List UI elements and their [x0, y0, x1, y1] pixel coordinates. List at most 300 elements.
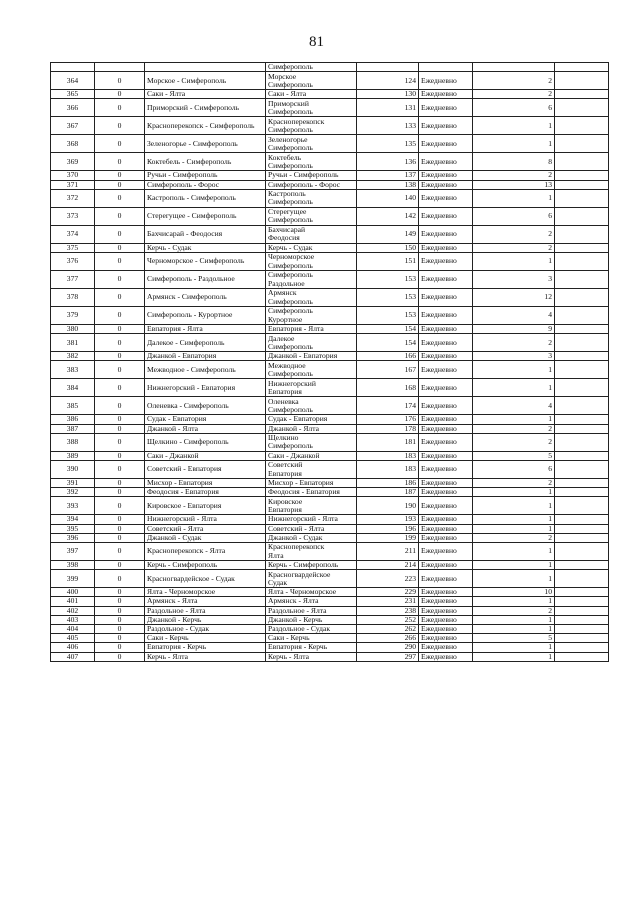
cell-empty: [555, 271, 609, 289]
stop-line: Красногвардейское: [268, 569, 331, 579]
stop-line: Судак: [268, 577, 288, 587]
stop-line: Нижнегорский: [268, 378, 316, 388]
stops-cell: [266, 533, 357, 542]
trips-count-cell: 1: [473, 379, 555, 397]
cell-empty: [555, 615, 609, 624]
stop-line: Евпатория - Ялта: [268, 324, 324, 334]
stop-line: Керчь - Симферополь: [268, 560, 339, 570]
zero-cell: 0: [95, 625, 145, 634]
stops-cell: [266, 643, 357, 652]
distance-cell: 183: [357, 451, 419, 460]
cell-empty: [555, 334, 609, 352]
cell-empty: [555, 325, 609, 334]
zero-cell: 0: [95, 433, 145, 451]
distance-cell: 153: [357, 289, 419, 307]
table-row: [51, 90, 609, 99]
stops-cell: [266, 207, 357, 225]
frequency-cell: Ежедневно: [419, 307, 473, 325]
table-row: [51, 253, 609, 271]
cell-empty: [555, 99, 609, 117]
route-number-cell: 404: [51, 625, 95, 634]
cell-empty: [555, 634, 609, 643]
cell-empty: [555, 524, 609, 533]
distance-cell: 150: [357, 243, 419, 252]
table-row: [51, 325, 609, 334]
cell-empty: [555, 461, 609, 479]
distance-cell: 138: [357, 180, 419, 189]
distance-cell: 252: [357, 615, 419, 624]
frequency-cell: Ежедневно: [419, 588, 473, 597]
trips-count-cell: 2: [473, 225, 555, 243]
frequency-cell: Ежедневно: [419, 117, 473, 135]
zero-cell: 0: [95, 72, 145, 90]
stop-line: Стерегущее: [268, 207, 307, 217]
zero-cell: 0: [95, 606, 145, 615]
stop-line: Далекое: [268, 333, 295, 343]
stops-cell: [266, 461, 357, 479]
route-number-cell: 372: [51, 189, 95, 207]
zero-cell: 0: [95, 325, 145, 334]
cell-empty: [555, 307, 609, 325]
trips-count-cell: 10: [473, 588, 555, 597]
stop-line: Джанкой - Евпатория: [268, 351, 338, 361]
table-row: [51, 117, 609, 135]
stops-cell: [266, 243, 357, 252]
route-name-cell: Джанкой - Евпатория: [145, 352, 266, 361]
cell-empty: [555, 424, 609, 433]
zero-cell: 0: [95, 189, 145, 207]
stop-line: Советский: [268, 460, 303, 470]
trips-count-cell: 1: [473, 415, 555, 424]
cell-empty: [555, 533, 609, 542]
distance-cell: 297: [357, 652, 419, 661]
zero-cell: 0: [95, 207, 145, 225]
stops-cell: [266, 652, 357, 661]
trips-count-cell: 3: [473, 352, 555, 361]
route-number-cell: 370: [51, 171, 95, 180]
stop-line: Симферополь: [268, 341, 313, 351]
zero-cell: 0: [95, 643, 145, 652]
stop-line: Евпатория - Керчь: [268, 642, 328, 652]
trips-count-cell: 1: [473, 543, 555, 561]
cell-empty: [555, 117, 609, 135]
table-row: [51, 488, 609, 497]
cell-empty: [555, 597, 609, 606]
trips-count-cell: 8: [473, 153, 555, 171]
stop-line: Курортное: [268, 314, 303, 324]
frequency-cell: Ежедневно: [419, 461, 473, 479]
route-number-cell: 403: [51, 615, 95, 624]
zero-cell: 0: [95, 588, 145, 597]
frequency-cell: Ежедневно: [419, 99, 473, 117]
zero-cell: 0: [95, 515, 145, 524]
frequency-cell: Ежедневно: [419, 424, 473, 433]
zero-cell: 0: [95, 634, 145, 643]
stops-cell: [266, 625, 357, 634]
table-row: [51, 361, 609, 379]
table-row: [51, 497, 609, 515]
table-row: [51, 207, 609, 225]
route-number-cell: 379: [51, 307, 95, 325]
stops-cell: [266, 361, 357, 379]
stop-line: Симферополь: [268, 79, 313, 89]
stops-cell: [266, 451, 357, 460]
cell-empty: [555, 488, 609, 497]
route-name-cell: Кировское - Евпатория: [145, 497, 266, 515]
stop-line: Кировское: [268, 496, 303, 506]
stops-cell: [266, 307, 357, 325]
frequency-cell: Ежедневно: [419, 153, 473, 171]
zero-cell: 0: [95, 307, 145, 325]
distance-cell: 211: [357, 543, 419, 561]
distance-cell: 214: [357, 561, 419, 570]
distance-cell: 196: [357, 524, 419, 533]
distance-cell: 149: [357, 225, 419, 243]
route-number-cell: 367: [51, 117, 95, 135]
route-number-cell: 397: [51, 543, 95, 561]
stop-line: Саки - Джанкой: [268, 451, 320, 460]
table-row: [51, 461, 609, 479]
table-row: [51, 533, 609, 542]
frequency-cell: Ежедневно: [419, 325, 473, 334]
zero-cell: 0: [95, 451, 145, 460]
stop-line: Симферополь: [268, 215, 313, 225]
route-name-cell: Симферополь - Форос: [145, 180, 266, 189]
cell-empty: [555, 588, 609, 597]
cell-empty: [555, 289, 609, 307]
zero-cell: 0: [95, 524, 145, 533]
zero-cell: 0: [95, 479, 145, 488]
route-name-cell: Керчь - Симферополь: [145, 561, 266, 570]
cell-empty: [555, 361, 609, 379]
frequency-cell: Ежедневно: [419, 634, 473, 643]
distance-cell: 176: [357, 415, 419, 424]
zero-cell: 0: [95, 180, 145, 189]
distance-cell: 199: [357, 533, 419, 542]
route-number-cell: 391: [51, 479, 95, 488]
route-number-cell: 374: [51, 225, 95, 243]
table-row: [51, 561, 609, 570]
frequency-cell: Ежедневно: [419, 135, 473, 153]
table-row: [51, 597, 609, 606]
distance-cell: 137: [357, 171, 419, 180]
distance-cell: 153: [357, 271, 419, 289]
route-name-cell: Евпатория - Ялта: [145, 325, 266, 334]
route-name-cell: Раздольное - Судак: [145, 625, 266, 634]
stop-line: Армянск - Ялта: [268, 596, 319, 606]
zero-cell: 0: [95, 171, 145, 180]
stops-cell: [266, 289, 357, 307]
stop-line: Оленевка: [268, 396, 299, 406]
cell-empty: [357, 63, 419, 72]
distance-cell: 136: [357, 153, 419, 171]
stop-line: Симферополь: [268, 160, 313, 170]
route-number-cell: 365: [51, 90, 95, 99]
cell-empty: [555, 63, 609, 72]
route-name-cell: Керчь - Ялта: [145, 652, 266, 661]
frequency-cell: Ежедневно: [419, 352, 473, 361]
frequency-cell: Ежедневно: [419, 451, 473, 460]
table-row: [51, 334, 609, 352]
zero-cell: 0: [95, 361, 145, 379]
routes-table: [50, 62, 609, 662]
distance-cell: 238: [357, 606, 419, 615]
route-name-cell: Бахчисарай - Феодосия: [145, 225, 266, 243]
route-number-cell: 396: [51, 533, 95, 542]
cell-empty: [555, 415, 609, 424]
routes-table-body: [51, 63, 609, 662]
frequency-cell: Ежедневно: [419, 334, 473, 352]
frequency-cell: Ежедневно: [419, 180, 473, 189]
trips-count-cell: 6: [473, 207, 555, 225]
table-row: [51, 171, 609, 180]
table-row: [51, 352, 609, 361]
trips-count-cell: 2: [473, 433, 555, 451]
stop-line: Керчь - Ялта: [268, 652, 309, 661]
distance-cell: 168: [357, 379, 419, 397]
table-row: [51, 543, 609, 561]
table-row: [51, 180, 609, 189]
stop-line: Евпатория: [268, 386, 302, 396]
trips-count-cell: 2: [473, 243, 555, 252]
route-number-cell: 384: [51, 379, 95, 397]
stop-line: Коктебель: [268, 152, 302, 162]
table-row: [51, 424, 609, 433]
table-row: [51, 415, 609, 424]
stops-cell: Симферополь: [266, 63, 357, 72]
stops-cell: [266, 189, 357, 207]
stops-cell: [266, 334, 357, 352]
route-number-cell: 382: [51, 352, 95, 361]
cell-empty: [555, 561, 609, 570]
cell-empty: [555, 379, 609, 397]
distance-cell: 140: [357, 189, 419, 207]
frequency-cell: Ежедневно: [419, 243, 473, 252]
cell-empty: [555, 243, 609, 252]
cell-empty: [555, 606, 609, 615]
table-row: [51, 243, 609, 252]
trips-count-cell: 1: [473, 515, 555, 524]
route-name-cell: Приморский - Симферополь: [145, 99, 266, 117]
frequency-cell: Ежедневно: [419, 524, 473, 533]
route-name-cell: Далекое - Симферополь: [145, 334, 266, 352]
zero-cell: 0: [95, 488, 145, 497]
route-name-cell: Феодосия - Евпатория: [145, 488, 266, 497]
zero-cell: 0: [95, 597, 145, 606]
stop-line: Раздольное: [268, 278, 305, 288]
stop-line: Джанкой - Судак: [268, 533, 323, 542]
frequency-cell: Ежедневно: [419, 90, 473, 99]
distance-cell: 266: [357, 634, 419, 643]
frequency-cell: Ежедневно: [419, 543, 473, 561]
route-name-cell: Саки - Ялта: [145, 90, 266, 99]
table-row: [51, 634, 609, 643]
route-number-cell: 383: [51, 361, 95, 379]
route-number-cell: 390: [51, 461, 95, 479]
route-name-cell: Армянск - Симферополь: [145, 289, 266, 307]
cell-empty: [555, 497, 609, 515]
frequency-cell: Ежедневно: [419, 643, 473, 652]
zero-cell: 0: [95, 99, 145, 117]
stop-line: Нижнегорский - Ялта: [268, 514, 338, 524]
cell-empty: [555, 253, 609, 271]
route-name-cell: Джанкой - Ялта: [145, 424, 266, 433]
route-name-cell: Нижнегорский - Ялта: [145, 515, 266, 524]
route-number-cell: 402: [51, 606, 95, 615]
stop-line: Черноморское: [268, 252, 315, 262]
frequency-cell: Ежедневно: [419, 225, 473, 243]
table-row: [51, 99, 609, 117]
stops-cell: [266, 90, 357, 99]
stop-line: Симферополь: [268, 142, 313, 152]
route-name-cell: Армянск - Ялта: [145, 597, 266, 606]
table-row: [51, 652, 609, 661]
route-name-cell: Раздольное - Ялта: [145, 606, 266, 615]
route-number-cell: 400: [51, 588, 95, 597]
trips-count-cell: 6: [473, 461, 555, 479]
frequency-cell: Ежедневно: [419, 488, 473, 497]
stops-cell: [266, 325, 357, 334]
stops-cell: [266, 424, 357, 433]
zero-cell: 0: [95, 271, 145, 289]
distance-cell: 135: [357, 135, 419, 153]
distance-cell: 186: [357, 479, 419, 488]
frequency-cell: Ежедневно: [419, 479, 473, 488]
stops-cell: [266, 415, 357, 424]
route-number-cell: 399: [51, 570, 95, 588]
trips-count-cell: 2: [473, 72, 555, 90]
frequency-cell: Ежедневно: [419, 570, 473, 588]
stop-line: Судак - Евпатория: [268, 414, 328, 424]
trips-count-cell: 2: [473, 90, 555, 99]
route-number-cell: 369: [51, 153, 95, 171]
route-name-cell: Кастрополь - Симферополь: [145, 189, 266, 207]
stop-line: Симферополь: [268, 270, 313, 280]
stop-line: Зеленогорье: [268, 134, 308, 144]
zero-cell: 0: [95, 352, 145, 361]
frequency-cell: Ежедневно: [419, 289, 473, 307]
route-number-cell: 366: [51, 99, 95, 117]
stop-line: Морское: [268, 71, 297, 81]
cell-empty: [555, 72, 609, 90]
route-name-cell: Симферополь - Раздольное: [145, 271, 266, 289]
trips-count-cell: 12: [473, 289, 555, 307]
trips-count-cell: 4: [473, 397, 555, 415]
trips-count-cell: 1: [473, 561, 555, 570]
route-number-cell: 380: [51, 325, 95, 334]
cell-empty: [555, 433, 609, 451]
cell-empty: [555, 153, 609, 171]
stops-cell: [266, 634, 357, 643]
trips-count-cell: 1: [473, 652, 555, 661]
table-row: [51, 615, 609, 624]
trips-count-cell: 1: [473, 361, 555, 379]
trips-count-cell: 2: [473, 171, 555, 180]
distance-cell: 190: [357, 497, 419, 515]
route-number-cell: 378: [51, 289, 95, 307]
route-number-cell: 401: [51, 597, 95, 606]
stops-cell: [266, 180, 357, 189]
stop-line: Межводное: [268, 360, 306, 370]
stop-line: Керчь - Судак: [268, 243, 313, 252]
trips-count-cell: 1: [473, 488, 555, 497]
stops-cell: [266, 99, 357, 117]
zero-cell: 0: [95, 533, 145, 542]
cell-empty: [555, 180, 609, 189]
stop-line: Симферополь: [268, 368, 313, 378]
trips-count-cell: 1: [473, 135, 555, 153]
trips-count-cell: 1: [473, 189, 555, 207]
table-row: [51, 153, 609, 171]
zero-cell: 0: [95, 615, 145, 624]
distance-cell: 262: [357, 625, 419, 634]
stops-cell: [266, 352, 357, 361]
distance-cell: 131: [357, 99, 419, 117]
route-name-cell: Ручьи - Симферополь: [145, 171, 266, 180]
trips-count-cell: 6: [473, 99, 555, 117]
route-name-cell: Коктебель - Симферополь: [145, 153, 266, 171]
route-number-cell: 375: [51, 243, 95, 252]
route-number-cell: 406: [51, 643, 95, 652]
stops-cell: [266, 497, 357, 515]
distance-cell: 142: [357, 207, 419, 225]
cell-empty: [95, 63, 145, 72]
route-name-cell: Судак - Евпатория: [145, 415, 266, 424]
stop-line: Саки - Ялта: [268, 89, 307, 99]
cell-empty: [555, 570, 609, 588]
stop-line: Джанкой - Керчь: [268, 615, 323, 624]
distance-cell: 124: [357, 72, 419, 90]
trips-count-cell: 1: [473, 524, 555, 533]
stop-line: Ялта - Черноморское: [268, 587, 337, 597]
stop-line: Симферополь: [268, 296, 313, 306]
stops-cell: [266, 543, 357, 561]
frequency-cell: Ежедневно: [419, 207, 473, 225]
stops-cell: [266, 488, 357, 497]
route-number-cell: 381: [51, 334, 95, 352]
route-number-cell: 387: [51, 424, 95, 433]
zero-cell: 0: [95, 543, 145, 561]
stops-cell: [266, 253, 357, 271]
distance-cell: 153: [357, 307, 419, 325]
distance-cell: 154: [357, 334, 419, 352]
table-row: [51, 379, 609, 397]
trips-count-cell: 3: [473, 271, 555, 289]
route-name-cell: Джанкой - Судак: [145, 533, 266, 542]
route-name-cell: Красноперекопск - Симферополь: [145, 117, 266, 135]
frequency-cell: Ежедневно: [419, 561, 473, 570]
route-name-cell: Черноморское - Симферополь: [145, 253, 266, 271]
table-row: [51, 643, 609, 652]
route-number-cell: 371: [51, 180, 95, 189]
stop-line: Джанкой - Ялта: [268, 424, 319, 433]
cell-empty: [555, 515, 609, 524]
stops-cell: [266, 524, 357, 533]
table-row: [51, 524, 609, 533]
cell-empty: [555, 352, 609, 361]
cell-empty: [555, 189, 609, 207]
stop-line: Феодосия - Евпатория: [268, 487, 340, 497]
route-name-cell: Керчь - Судак: [145, 243, 266, 252]
trips-count-cell: 2: [473, 334, 555, 352]
distance-cell: 167: [357, 361, 419, 379]
route-number-cell: 407: [51, 652, 95, 661]
cell-empty: [555, 652, 609, 661]
stops-cell: [266, 397, 357, 415]
stop-line: Красноперекопск: [268, 542, 325, 552]
stop-line: Симферополь: [268, 306, 313, 316]
trips-count-cell: 2: [473, 606, 555, 615]
